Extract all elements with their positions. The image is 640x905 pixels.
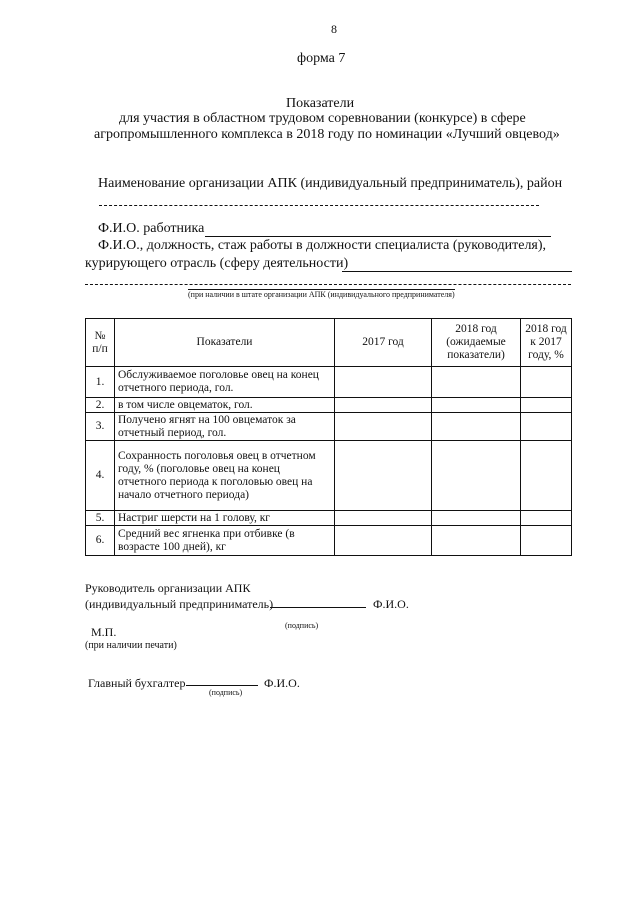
accountant-fio: Ф.И.О. [264,676,300,690]
specialist-label-line-2: курирующего отрасль (сферу деятельности) [85,256,349,271]
table-row [86,511,572,526]
cell-2018[interactable] [432,441,521,511]
table-row [86,526,572,556]
header-indicators: Показатели [115,319,335,367]
row-number: 5. [86,511,115,526]
cell-ratio[interactable] [521,398,572,413]
specialist-fill-line [342,271,572,272]
head-label-line-1: Руководитель организации АПК [85,581,251,595]
head-fio: Ф.И.О. [373,597,409,611]
cell-2017[interactable] [335,441,432,511]
table-row [86,413,572,441]
row-number: 2. [86,398,115,413]
staff-note: (при наличии в штате организации АПК (индивидуального предпринимателя) [188,290,455,299]
header-2017: 2017 год [335,319,432,367]
cell-2017[interactable] [335,511,432,526]
organization-label: Наименование организации АПК (индивидуальный предприниматель), район [98,176,563,191]
row-label: в том числе овцематок, гол. [115,398,335,413]
cell-2017[interactable] [335,526,432,556]
worker-label: Ф.И.О. работника [98,221,205,236]
stamp-label: М.П. [91,625,117,639]
row-label: Сохранность поголовья овец в отчетном году, % (поголовье овец на конец отчетного периода к поголовью овец на начало отчетного периода) [115,441,335,511]
header-2018: 2018 год (ожидаемые показатели) [432,319,521,367]
cell-2018[interactable] [432,367,521,398]
organization-fill-line [99,205,539,206]
header-num: № п/п [86,319,115,367]
head-signature-line [270,607,366,608]
cell-2017[interactable] [335,398,432,413]
cell-ratio[interactable] [521,367,572,398]
subtitle-line-1: для участия в областном трудовом соревновании (конкурсе) в сфере [119,111,526,126]
accountant-signature-note: (подпись) [209,688,243,697]
row-label: Настриг шерсти на 1 голову, кг [115,511,335,526]
cell-2017[interactable] [335,367,432,398]
cell-ratio[interactable] [521,413,572,441]
stamp-note: (при наличии печати) [85,640,177,651]
row-label: Получено ягнят на 100 овцематок за отчетный период, гол. [115,413,335,441]
header-ratio: 2018 год к 2017 году, % [521,319,572,367]
row-label: Средний вес ягненка при отбивке (в возрасте 100 дней), кг [115,526,335,556]
table-row [86,398,572,413]
worker-fill-line [205,236,551,237]
page-number: 8 [331,22,337,36]
cell-2018[interactable] [432,511,521,526]
table-row [86,367,572,398]
staff-fill-line [85,284,571,285]
row-number: 3. [86,413,115,441]
row-label: Обслуживаемое поголовье овец на конец отчетного периода, гол. [115,367,335,398]
indicators-table [85,318,572,556]
row-number: 4. [86,441,115,511]
table-header-row [86,319,572,367]
head-label-line-2: (индивидуальный предприниматель) [85,597,274,611]
row-number: 6. [86,526,115,556]
cell-ratio[interactable] [521,526,572,556]
cell-2018[interactable] [432,413,521,441]
accountant-label: Главный бухгалтер [88,676,186,690]
table-row [86,441,572,511]
subtitle-line-2: агропромышленного комплекса в 2018 году по номинации «Лучший овцевод» [94,127,560,142]
cell-2018[interactable] [432,526,521,556]
cell-ratio[interactable] [521,441,572,511]
document-title: Показатели [286,96,355,111]
specialist-label-line-1: Ф.И.О., должность, стаж работы в должности специалиста (руководителя), [98,238,547,253]
cell-ratio[interactable] [521,511,572,526]
accountant-signature-line [186,685,258,686]
cell-2017[interactable] [335,413,432,441]
row-number: 1. [86,367,115,398]
cell-2018[interactable] [432,398,521,413]
head-signature-note: (подпись) [285,621,319,630]
form-label: форма 7 [297,51,346,66]
